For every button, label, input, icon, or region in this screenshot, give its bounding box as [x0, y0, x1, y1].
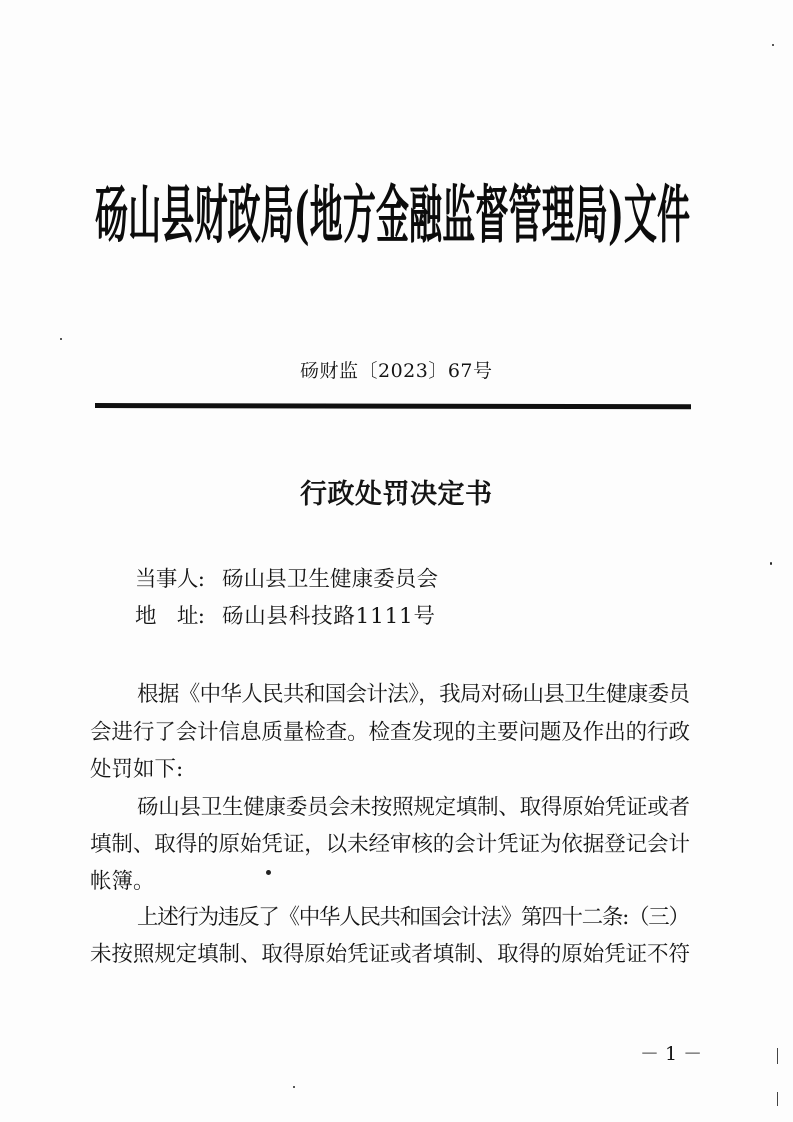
paragraph-line: 帐簿。: [90, 869, 155, 894]
paragraph-line: 砀山县卫生健康委员会未按照规定填制、取得原始凭证或者: [137, 795, 690, 820]
paragraph-line: 填制、取得的原始凭证，以未经审核的会计凭证为依据登记会计: [90, 832, 690, 857]
decision-heading: 行政处罚决定书: [300, 479, 493, 510]
paragraph-line: 会进行了会计信息质量检查。检查发现的主要问题及作出的行政: [90, 720, 690, 745]
page-number: － 1 －: [640, 1043, 703, 1065]
document-header-title: 砀山县财政局(地方金融监督管理局)文件: [95, 177, 691, 252]
scan-speck: [60, 338, 62, 340]
scan-margin-mark: [777, 1092, 778, 1106]
scan-speck: [770, 562, 772, 565]
paragraph-line: 上述行为违反了《中华人民共和国会计法》第四十二条:（三）: [137, 905, 689, 930]
document-number: 砀财监〔2023〕67号: [300, 360, 493, 382]
scan-speck: [772, 44, 774, 46]
paragraph-line: 处罚如下:: [90, 757, 184, 782]
paragraph-line: 根据《中华人民共和国会计法》，我局对砀山县卫生健康委员: [137, 682, 690, 707]
address-value: 砀山县科技路1111号: [222, 604, 436, 629]
party-value: 砀山县卫生健康委员会: [222, 567, 439, 592]
paragraph-line: 未按照规定填制、取得原始凭证或者填制、取得的原始凭证不符: [90, 942, 690, 967]
party-label: 当事人:: [135, 567, 205, 592]
scan-speck: [266, 870, 271, 875]
address-label: 地 址:: [135, 604, 205, 629]
scan-speck: [293, 1086, 295, 1088]
header-divider-line: [95, 403, 691, 409]
scan-margin-mark: [777, 1048, 778, 1064]
